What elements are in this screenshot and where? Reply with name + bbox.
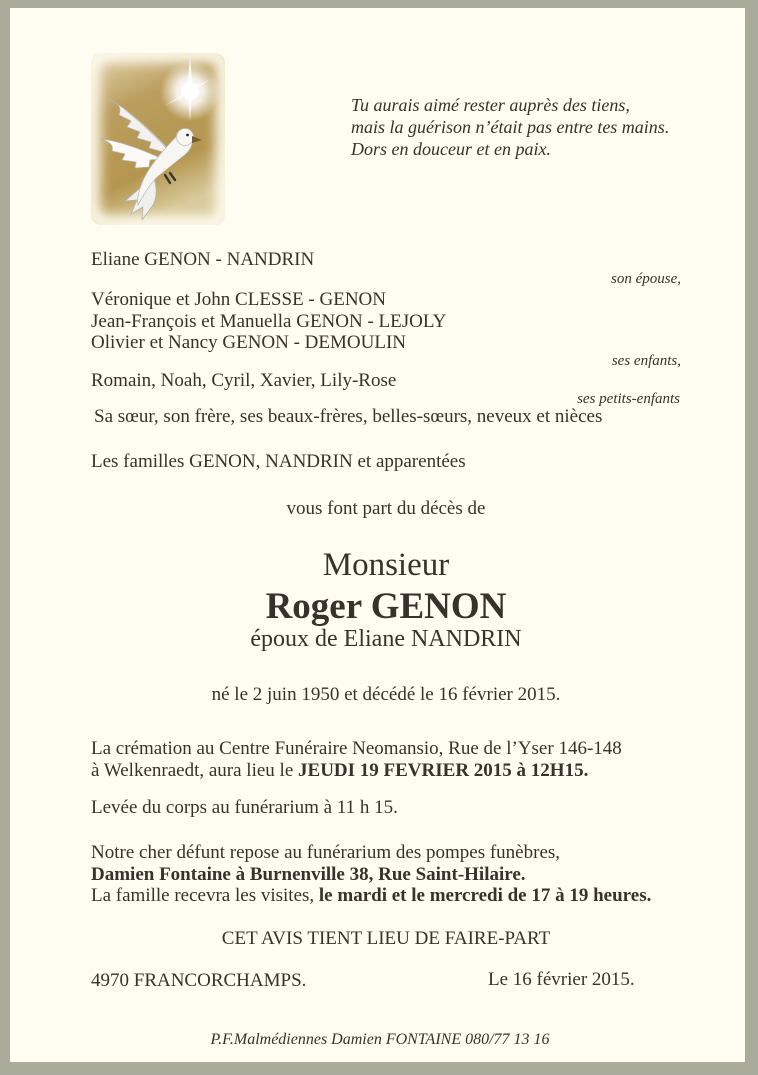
child-line: Olivier et Nancy GENON - DEMOULIN <box>91 332 407 353</box>
child-line: Jean-François et Manuella GENON - LEJOLY <box>91 310 447 332</box>
grandchildren-line: Romain, Noah, Cyril, Xavier, Lily-Rose <box>91 370 397 391</box>
cremation-details <box>91 738 622 782</box>
announcement-intro: vous font part du décès de <box>286 498 486 519</box>
spouse-name: Eliane GENON - NANDRIN <box>91 249 315 270</box>
birth-death-dates: né le 2 juin 1950 et décédé le 16 février 2015. <box>211 684 561 705</box>
extended-family-line: Sa sœur, son frère, ses beaux-frères, belles-sœurs, neveux et nièces <box>94 406 603 427</box>
deceased-title: Monsieur <box>322 547 450 583</box>
notice-line: CET AVIS TIENT LIEU DE FAIRE-PART <box>221 928 551 949</box>
spouse-label: son épouse, <box>611 271 681 287</box>
epitaph-line: Tu aurais aimé rester auprès des tiens, <box>351 95 630 115</box>
funeral-home-line <box>91 864 651 886</box>
body-removal-line: Levée du corps au funérarium à 11 h 15. <box>91 797 398 818</box>
epitaph-line: Dors en douceur et en paix. <box>351 139 551 159</box>
cremation-line-2-prefix: à Welkenraedt, aura lieu le <box>91 760 299 781</box>
visits-prefix: La famille recevra les visites, <box>91 885 319 906</box>
dove-image <box>91 53 225 225</box>
children-label: ses enfants, <box>611 353 681 369</box>
grandchildren-label: ses petits-enfants <box>577 391 680 407</box>
visits-hours-bold: le mardi et le mercredi de 17 à 19 heures. <box>318 885 652 906</box>
date-line: Le 16 février 2015. <box>488 969 635 990</box>
cremation-date-bold: JEUDI 19 FEVRIER 2015 à 12H15. <box>298 760 589 781</box>
deceased-name: Roger GENON <box>265 586 507 627</box>
repose-details <box>91 842 651 907</box>
families-line: Les familles GENON, NANDRIN et apparentées <box>91 451 466 472</box>
funeral-home-bold: Damien Fontaine à Burnenville 38, Rue Saint-Hilaire. <box>91 863 526 885</box>
funeral-director-line: P.F.Malmédiennes Damien FONTAINE 080/77 13 16 <box>210 1031 550 1048</box>
epitaph-quote <box>351 94 669 160</box>
child-line: Véronique et John CLESSE - GENON <box>91 289 386 310</box>
dove-and-light-illustration <box>91 53 225 225</box>
cremation-line-1: La crémation au Centre Funéraire Neomansio, Rue de l’Yser 146-148 <box>91 738 622 759</box>
epitaph-line: mais la guérison n’était pas entre tes mains. <box>351 117 670 137</box>
repose-line: Notre cher défunt repose au funérarium des pompes funèbres, <box>91 842 561 863</box>
spouse-of-line: époux de Eliane NANDRIN <box>250 626 522 652</box>
children-list <box>91 289 446 354</box>
visits-line <box>91 885 651 907</box>
city-line: 4970 FRANCORCHAMPS. <box>91 970 307 991</box>
cremation-line-2 <box>91 760 622 782</box>
